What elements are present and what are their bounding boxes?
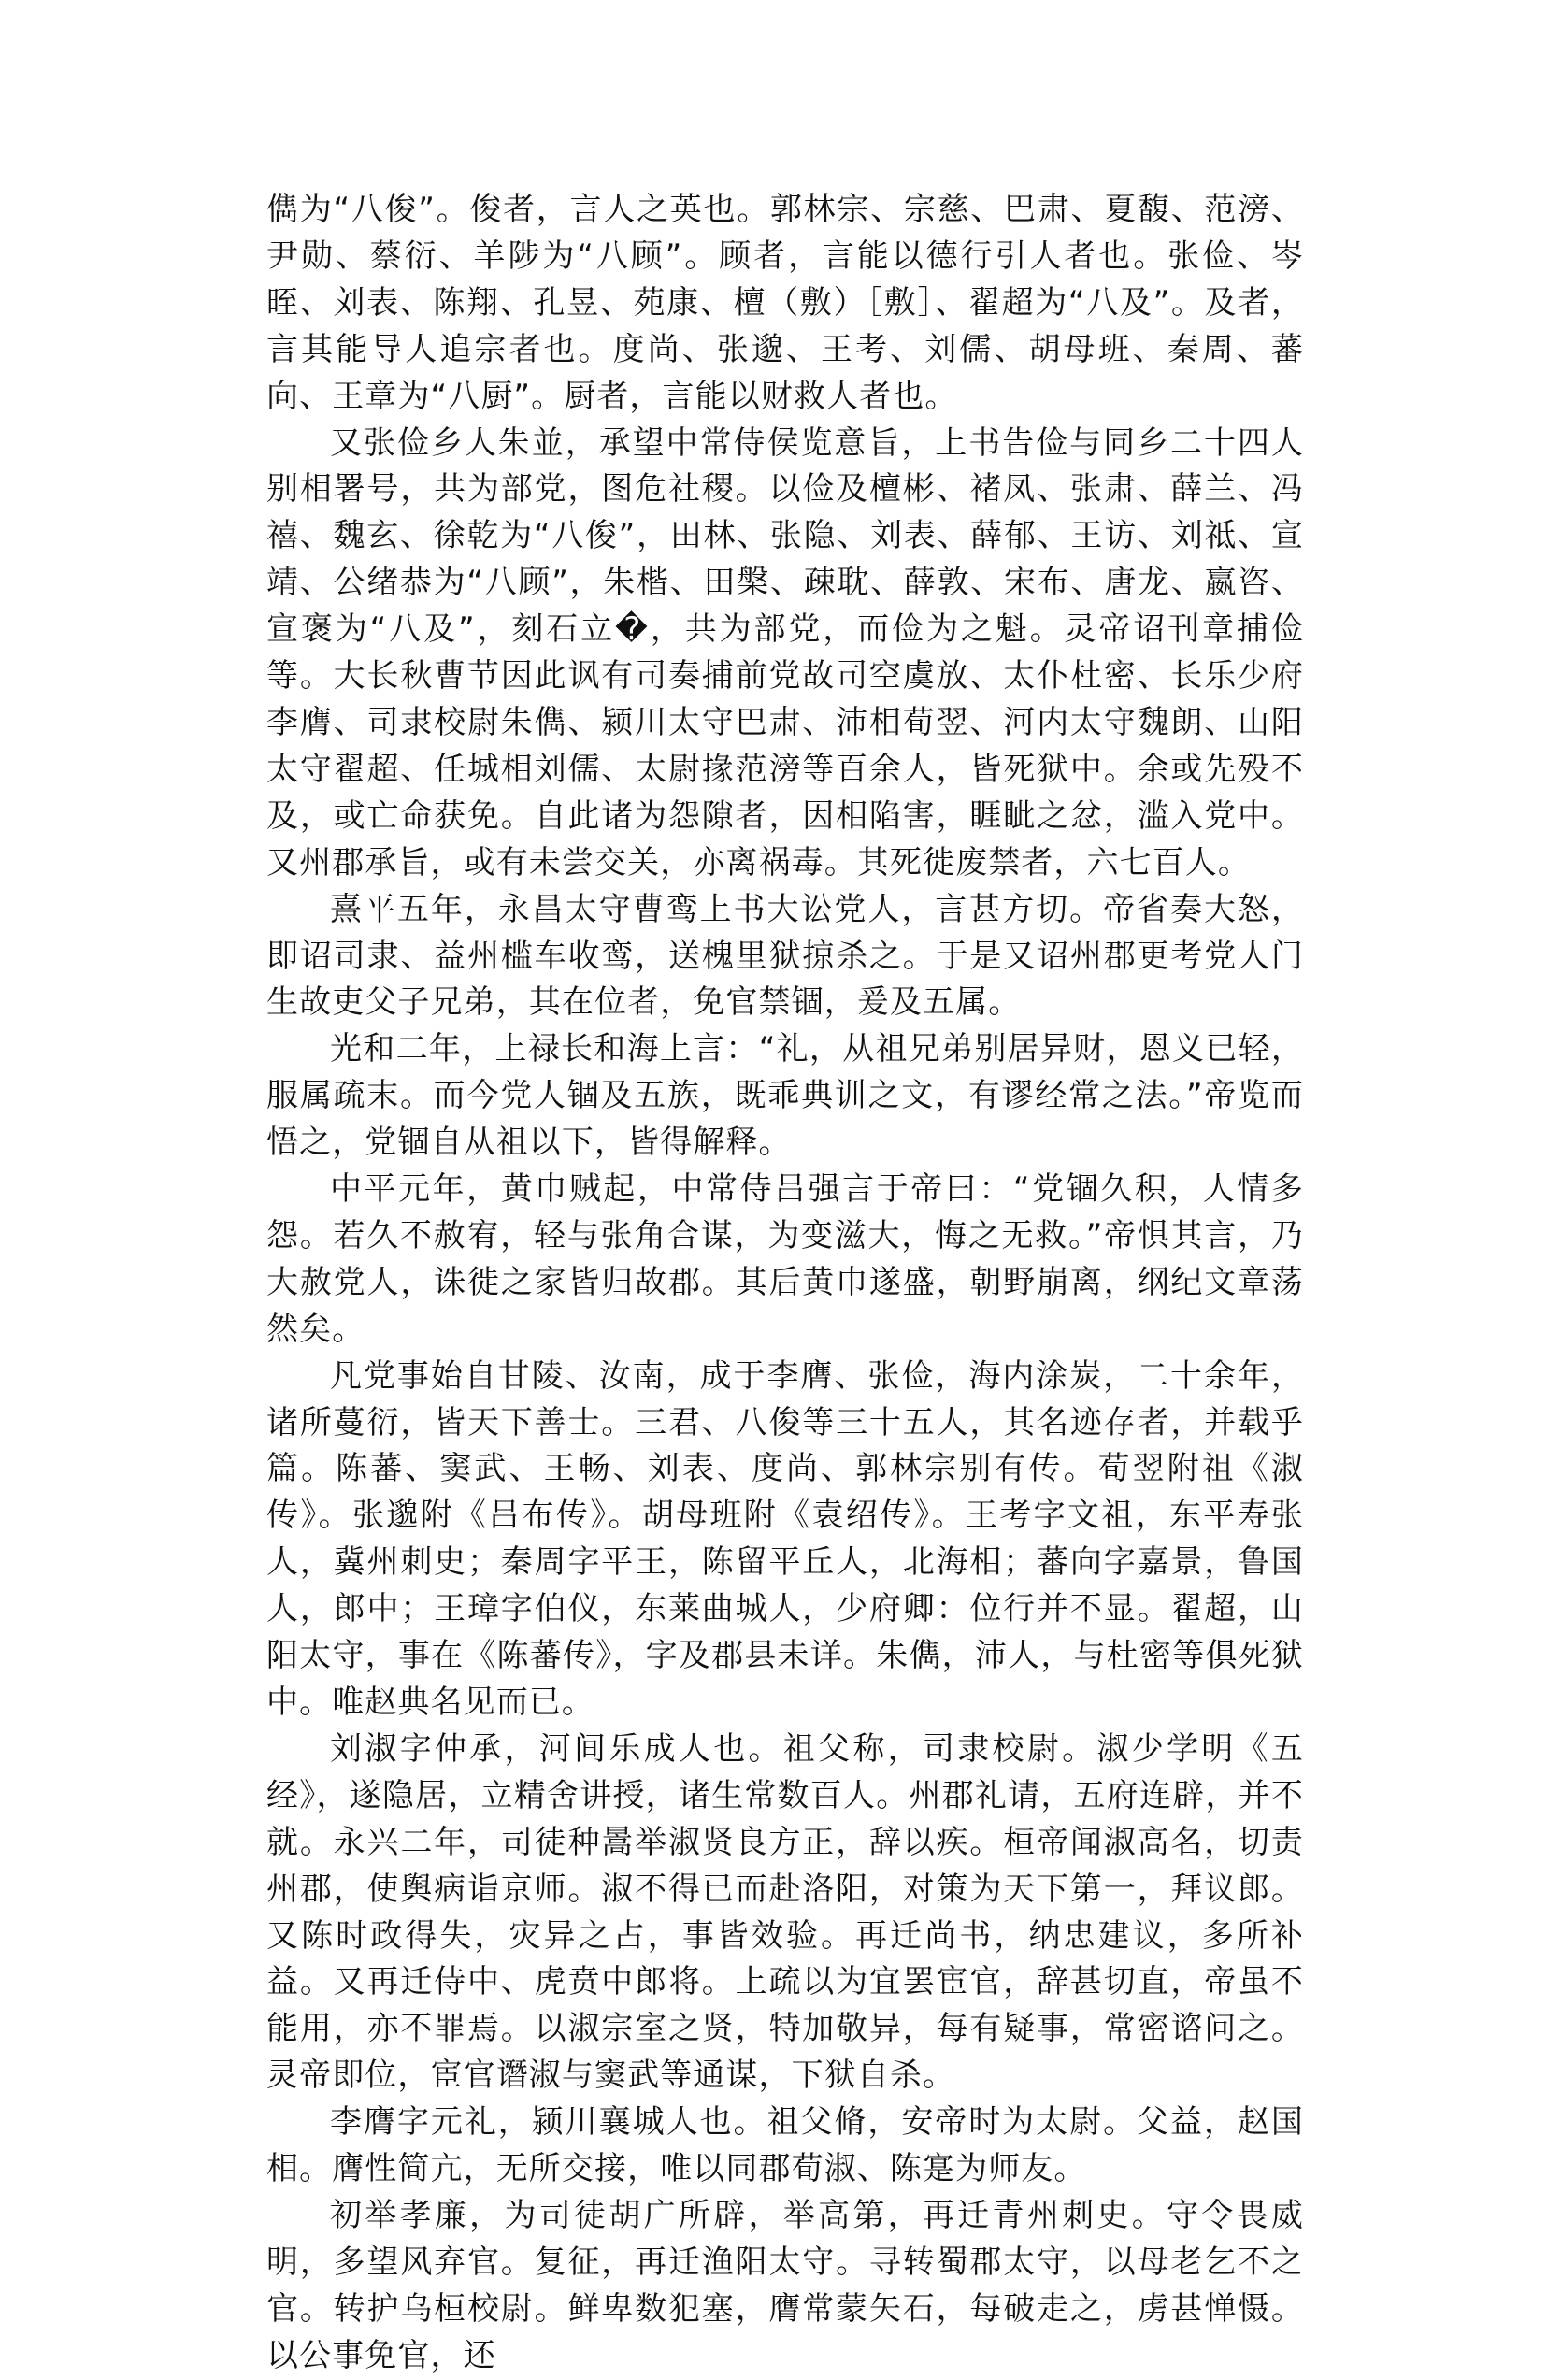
body-text: [266, 187, 1304, 2380]
paragraph-continuation: 儁为“八俊”。俊者，言人之英也。郭林宗、宗慈、巴肃、夏馥、范滂、尹勋、蔡衍、羊陟为“八顾”。顾者，言能以德行引人者也。张俭、岑晊、刘表、陈翔、孔昱、苑康、檀（敷）［敷］、翟超为“八及”。及者，言其能导人追宗者也。度尚、张邈、王考、刘儒、胡母班、秦周、蕃向、王章为“八厨”。厨者，言能以财救人者也。: [266, 191, 1304, 415]
paragraph-li-ying-career: 初举孝廉，为司徒胡广所辟，举高第，再迁青州刺史。守令畏威明，多望风弃官。复征，再迁渔阳太守。寻转蜀郡太守，以母老乞不之官。转护乌桓校尉。鲜卑数犯塞，膺常蒙矢石，每破走之，虏甚惮慑。以公事免官，还: [266, 2196, 1304, 2374]
paragraph-xiping-five: 熹平五年，永昌太守曹鸾上书大讼党人，言甚方切。帝省奏大怒，即诏司隶、益州槛车收鸾，送槐里狱掠杀之。于是又诏州郡更考党人门生故吏父子兄弟，其在位者，免官禁锢，爰及五属。: [266, 890, 1304, 1022]
paragraph-li-ying-intro: 李膺字元礼，颍川襄城人也。祖父脩，安帝时为太尉。父益，赵国相。膺性简亢，无所交接，唯以同郡荀淑、陈寔为师友。: [266, 2103, 1304, 2188]
paragraph-zhu-bing-accusation: 又张俭乡人朱並，承望中常侍侯览意旨，上书告俭与同乡二十四人别相署号，共为部党，图危社稷。以俭及檀彬、褚凤、张肃、薛兰、冯禧、魏玄、徐乾为“八俊”，田林、张隐、刘表、薛郁、王访、刘祗、宣靖、公绪恭为“八顾”，朱楷、田槃、疎耽、薛敦、宋布、唐龙、嬴咨、宣褒为“八及”，刻石立�，共为部党，而俭为之魁。灵帝诏刊章捕俭等。大长秋曹节因此讽有司奏捕前党故司空虞放、太仆杜密、长乐少府李膺、司隶校尉朱儁、颍川太守巴肃、沛相荀翌、河内太守魏朗、山阳太守翟超、任城相刘儒、太尉掾范滂等百余人，皆死狱中。余或先殁不及，或亡命获免。自此诸为怨隙者，因相陷害，睚眦之忿，滥入党中。又州郡承旨，或有未尝交关，亦离祸毒。其死徙废禁者，六七百人。: [266, 423, 1304, 882]
paragraph-zhongping-one: 中平元年，黄巾贼起，中常侍吕强言于帝曰：“党锢久积，人情多怨。若久不赦宥，轻与张角合谋，为变滋大，悔之无救。”帝惧其言，乃大赦党人，诛徙之家皆归故郡。其后黄巾遂盛，朝野崩离，纲纪文章荡然矣。: [266, 1170, 1304, 1348]
paragraph-summary: 凡党事始自甘陵、汝南，成于李膺、张俭，海内涂炭，二十余年，诸所蔓衍，皆天下善士。三君、八俊等三十五人，其名迹存者，并载乎篇。陈蕃、窦武、王畅、刘表、度尚、郭林宗别有传。荀翌附祖《淑传》。张邈附《吕布传》。胡母班附《袁绍传》。王考字文祖，东平寿张人，冀州刺史；秦周字平王，陈留平丘人，北海相；蕃向字嘉景，鲁国人，郎中；王璋字伯仪，东莱曲城人，少府卿：位行并不显。翟超，山阳太守，事在《陈蕃传》，字及郡县未详。朱儁，沛人，与杜密等俱死狱中。唯赵典名见而已。: [266, 1356, 1304, 1721]
paragraph-guanghe-two: 光和二年，上禄长和海上言：“礼，从祖兄弟别居异财，恩义已轻，服属疏末。而今党人锢及五族，既乖典训之文，有谬经常之法。”帝览而悟之，党锢自从祖以下，皆得解释。: [266, 1030, 1304, 1162]
paragraph-liu-shu: 刘淑字仲承，河间乐成人也。祖父称，司隶校尉。淑少学明《五经》，遂隐居，立精舍讲授，诸生常数百人。州郡礼请，五府连辟，并不就。永兴二年，司徒种暠举淑贤良方正，辞以疾。桓帝闻淑高名，切责州郡，使舆病诣京师。淑不得已而赴洛阳，对策为天下第一，拜议郎。又陈时政得失，灾异之占，事皆效验。再迁尚书，纳忠建议，多所补益。又再迁侍中、虎贲中郎将。上疏以为宜罢宦官，辞甚切直，帝虽不能用，亦不罪焉。以淑宗室之贤，特加敬异，每有疑事，常密谘问之。灵帝即位，宦官谮淑与窦武等通谋，下狱自杀。: [266, 1729, 1304, 2095]
